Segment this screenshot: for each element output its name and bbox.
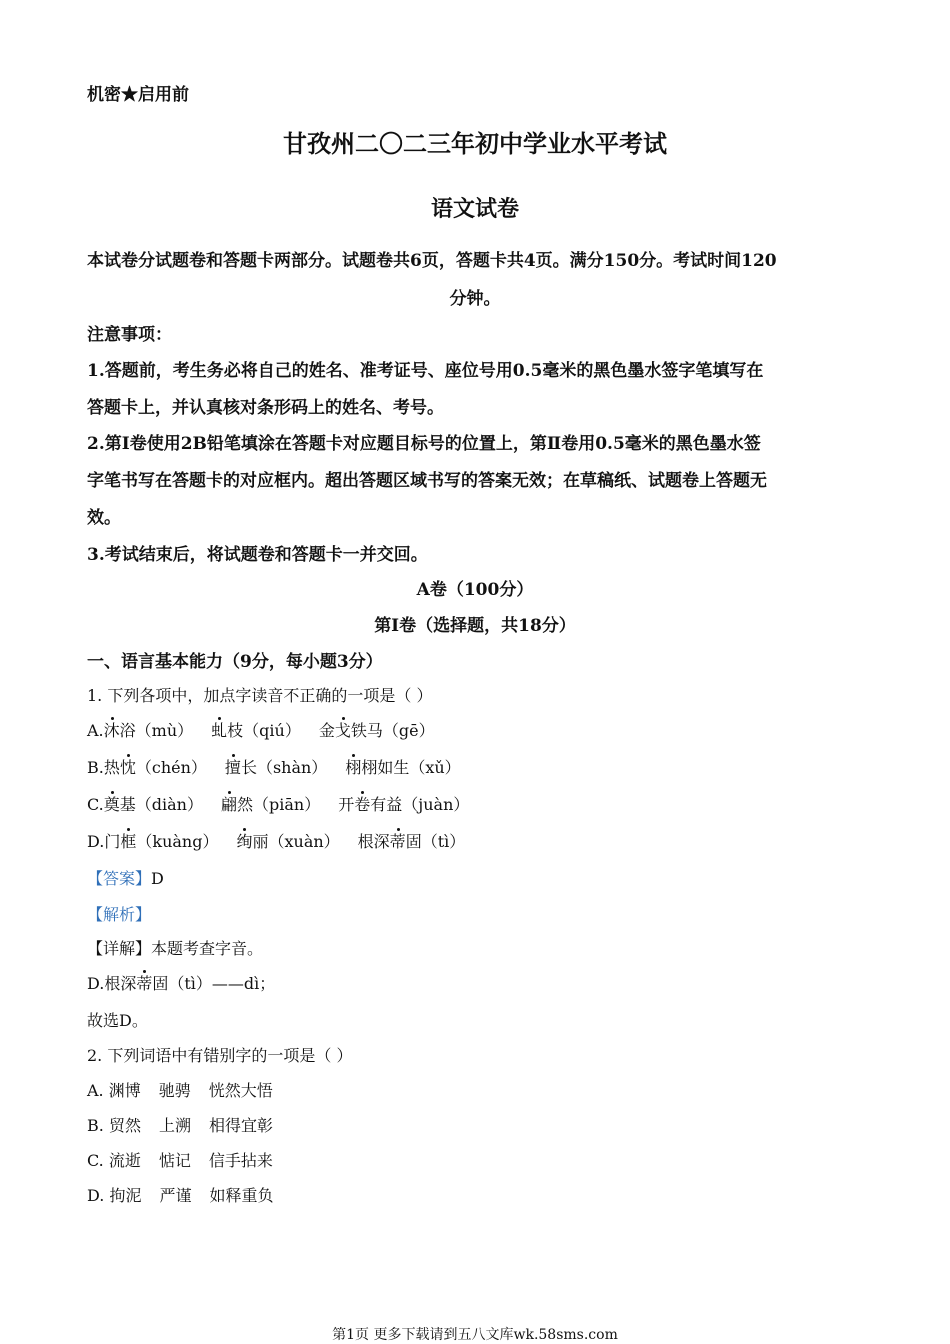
note-1-line-2: 答题卡上，并认真核对条形码上的姓名、考号。	[87, 398, 444, 418]
question-1-analysis-tag: 【解析】	[87, 905, 152, 924]
note-2-line-1: 2.第Ⅰ卷使用2B铅笔填涂在答题卡对应题目标号的位置上，第Ⅱ卷用0.5毫米的黑色墨水签	[87, 434, 761, 454]
dotted-char: 沐	[103, 721, 120, 740]
dotted-char: 忱	[119, 758, 136, 777]
dotted-char: 栩	[345, 758, 362, 777]
dotted-char: 虬	[211, 721, 228, 740]
question-1-correction: D.根深蒂固（tì）——dì；	[87, 974, 276, 993]
exam-title: 甘孜州二〇二三年初中学业水平考试	[283, 129, 667, 158]
question-1-stem: 1. 下列各项中，加点字读音不正确的一项是（ ）	[87, 686, 433, 705]
question-2-option-d[interactable]: D. 拘泥 严谨 如释重负	[87, 1186, 274, 1205]
note-1-line-1: 1.答题前，考生务必将自己的姓名、准考证号、座位号用0.5毫米的黑色墨水签字笔填写在	[87, 361, 764, 381]
note-2-line-3: 效。	[87, 508, 121, 528]
dotted-char: 翩	[221, 795, 238, 814]
question-1-option-c[interactable]: C.奠基（diàn） 翩然（piān） 开卷有益（juàn）	[87, 795, 470, 814]
question-1-option-a[interactable]: A.沐浴（mù） 虬枝（qiú） 金戈铁马（gē）	[87, 721, 435, 740]
question-1-answer	[87, 866, 164, 889]
dotted-char: 奠	[103, 795, 120, 814]
note-3: 3.考试结束后，将试题卷和答题卡一并交回。	[87, 545, 428, 565]
dotted-char: 卷	[354, 795, 371, 814]
question-2-option-a[interactable]: A. 渊博 驰骋 恍然大悟	[87, 1081, 273, 1100]
question-2-option-b[interactable]: B. 贸然 上溯 相得宜彰	[87, 1116, 273, 1135]
dotted-char: 戈	[334, 721, 351, 740]
notes-heading: 注意事项：	[87, 325, 172, 345]
dotted-char: 绚	[236, 832, 253, 851]
option-label: C.	[87, 795, 104, 814]
option-label: A.	[87, 1081, 104, 1100]
answer-value: D	[151, 869, 164, 888]
question-1-option-d[interactable]: D.门框（kuàng） 绚丽（xuàn） 根深蒂固（tì）	[87, 832, 466, 851]
question-1-conclusion: 故选D。	[87, 1011, 148, 1030]
question-1-option-b[interactable]: B.热忱（chén） 擅长（shàn） 栩栩如生（xǔ）	[87, 758, 461, 777]
part-one-heading: 第Ⅰ卷（选择题，共18分）	[374, 616, 576, 636]
dotted-char: 擅	[224, 758, 241, 777]
dotted-char: 蒂	[136, 974, 153, 993]
page-footer: 第1页 更多下载请到五八文库wk.58sms.com	[332, 1327, 618, 1343]
answer-tag: 【答案】	[87, 869, 152, 888]
option-label: A.	[87, 721, 104, 740]
subject-title: 语文试卷	[430, 196, 519, 222]
option-label: B.	[87, 1116, 104, 1135]
intro-line-2: 分钟。	[449, 289, 501, 309]
question-2-stem: 2. 下列词语中有错别字的一项是（ ）	[87, 1046, 353, 1065]
option-label: B.	[87, 758, 104, 777]
intro-line-1: 本试卷分试题卷和答题卡两部分。试题卷共6页，答题卡共4页。满分150分。考试时间120	[87, 251, 777, 271]
dotted-char: 框	[120, 832, 137, 851]
option-label: D.	[87, 832, 105, 851]
paper-a-heading: A卷（100分）	[416, 580, 534, 600]
group-one-heading: 一、语言基本能力（9分，每小题3分）	[87, 652, 383, 672]
confidential-mark: 机密★启用前	[87, 85, 189, 105]
option-label: C.	[87, 1151, 104, 1170]
note-2-line-2: 字笔书写在答题卡的对应框内。超出答题区域书写的答案无效；在草稿纸、试题卷上答题无	[87, 471, 767, 491]
question-2-option-c[interactable]: C. 流逝 惦记 信手拈来	[87, 1151, 273, 1170]
option-label: D.	[87, 1186, 105, 1205]
dotted-char: 蒂	[389, 832, 406, 851]
question-1-detail: 【详解】本题考查字音。	[87, 939, 264, 958]
